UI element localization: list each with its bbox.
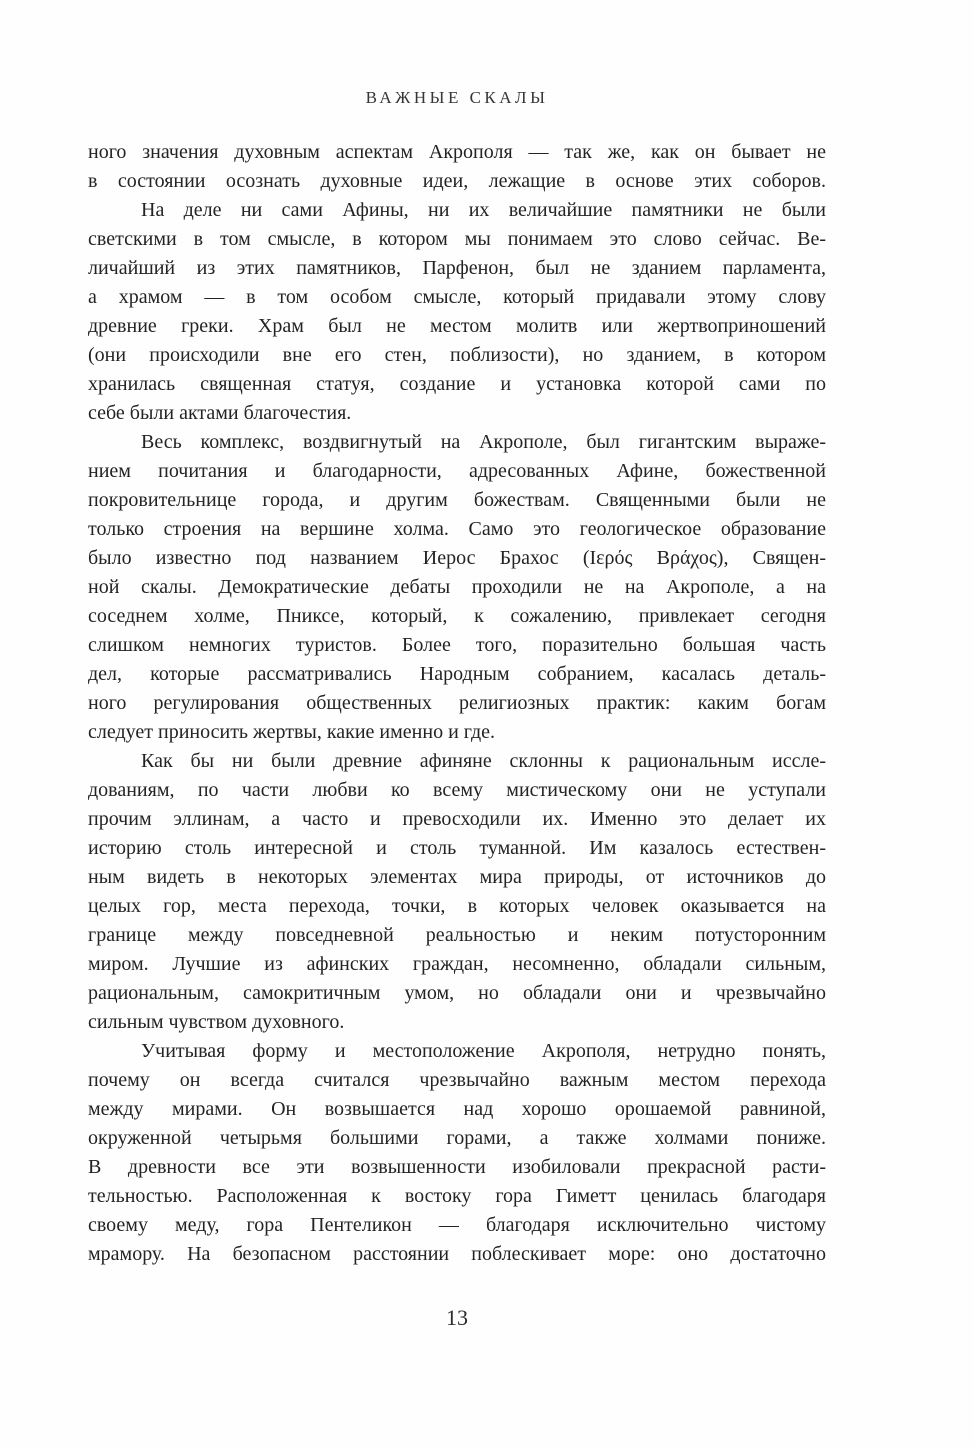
paragraph: [88, 1037, 826, 1269]
text-line: покровительнице города, и другим божествам. Священными были не: [88, 489, 826, 511]
text-line: между мирами. Он возвышается над хорошо орошаемой равниной,: [88, 1098, 826, 1120]
text-line: ной скалы. Демократические дебаты проходили не на Акрополе, а на: [88, 576, 826, 598]
text-line: нием почитания и благодарности, адресованных Афине, божественной: [88, 460, 826, 482]
text-line: окруженной четырьмя большими горами, а также холмами пониже.: [88, 1127, 826, 1149]
paragraph: [88, 196, 826, 428]
text-line: было известно под названием Иерос Брахос (Ιερός Βράχος), Священ-: [88, 547, 826, 569]
running-header: ВАЖНЫЕ СКАЛЫ: [365, 88, 549, 107]
paragraph: [88, 428, 826, 747]
text-line: рациональным, самокритичным умом, но обладали они и чрезвычайно: [88, 982, 826, 1004]
text-line: Весь комплекс, воздвигнутый на Акрополе, был гигантским выраже-: [141, 431, 826, 453]
text-line: Учитывая форму и местоположение Акрополя, нетрудно понять,: [141, 1040, 826, 1062]
text-line: историю столь интересной и столь туманной. Им казалось естествен-: [88, 837, 826, 859]
text-line: (они происходили вне его стен, поблизости), но зданием, в котором: [88, 344, 826, 366]
text-line: древние греки. Храм был не местом молитв или жертвоприношений: [88, 315, 826, 337]
paragraph: [88, 138, 826, 196]
text-line: своему меду, гора Пентеликон — благодаря исключительно чистому: [88, 1214, 826, 1236]
text-line: ного значения духовным аспектам Акрополя — так же, как он бывает не: [88, 141, 826, 163]
text-line: ным видеть в некоторых элементах мира природы, от источников до: [88, 866, 826, 888]
text-line: сильным чувством духовного.: [88, 1011, 345, 1033]
text-block: [88, 138, 826, 1269]
text-line: слишком немногих туристов. Более того, поразительно большая часть: [88, 634, 826, 656]
text-line: светскими в том смысле, в котором мы понимаем это слово сейчас. Ве-: [88, 228, 826, 250]
text-line: мрамору. На безопасном расстоянии поблескивает море: оно достаточно: [88, 1243, 826, 1265]
text-line: а храмом — в том особом смысле, который придавали этому слову: [88, 286, 826, 308]
text-line: дованиям, по части любви ко всему мистическому они не уступали: [88, 779, 826, 801]
text-line: только строения на вершине холма. Само это геологическое образование: [88, 518, 826, 540]
text-line: прочим эллинам, а часто и превосходили их. Именно это делает их: [88, 808, 826, 830]
text-line: тельностью. Расположенная к востоку гора Гиметт ценилась благодаря: [88, 1185, 826, 1207]
page-number: 13: [446, 1305, 468, 1330]
paragraph: [88, 747, 826, 1037]
text-line: хранилась священная статуя, создание и установка которой сами по: [88, 373, 826, 395]
text-line: почему он всегда считался чрезвычайно важным местом перехода: [88, 1069, 826, 1091]
text-line: миром. Лучшие из афинских граждан, несомненно, обладали сильным,: [88, 953, 826, 975]
text-line: следует приносить жертвы, какие именно и где.: [88, 721, 496, 743]
text-line: личайший из этих памятников, Парфенон, был не зданием парламента,: [88, 257, 826, 279]
text-line: соседнем холме, Пниксе, который, к сожалению, привлекает сегодня: [88, 605, 826, 627]
text-line: В древности все эти возвышенности изобиловали прекрасной расти-: [88, 1156, 826, 1178]
text-line: ного регулирования общественных религиозных практик: каким богам: [88, 692, 826, 714]
text-line: Как бы ни были древние афиняне склонны к рациональным иссле-: [141, 750, 826, 772]
text-line: дел, которые рассматривались Народным собранием, касалась деталь-: [88, 663, 826, 685]
text-line: в состоянии осознать духовные идеи, лежащие в основе этих соборов.: [88, 170, 826, 192]
text-line: целых гор, места перехода, точки, в которых человек оказывается на: [88, 895, 826, 917]
text-line: На деле ни сами Афины, ни их величайшие памятники не были: [141, 199, 826, 221]
text-line: себе были актами благочестия.: [88, 402, 352, 424]
text-line: границе между повседневной реальностью и неким потусторонним: [88, 924, 826, 946]
